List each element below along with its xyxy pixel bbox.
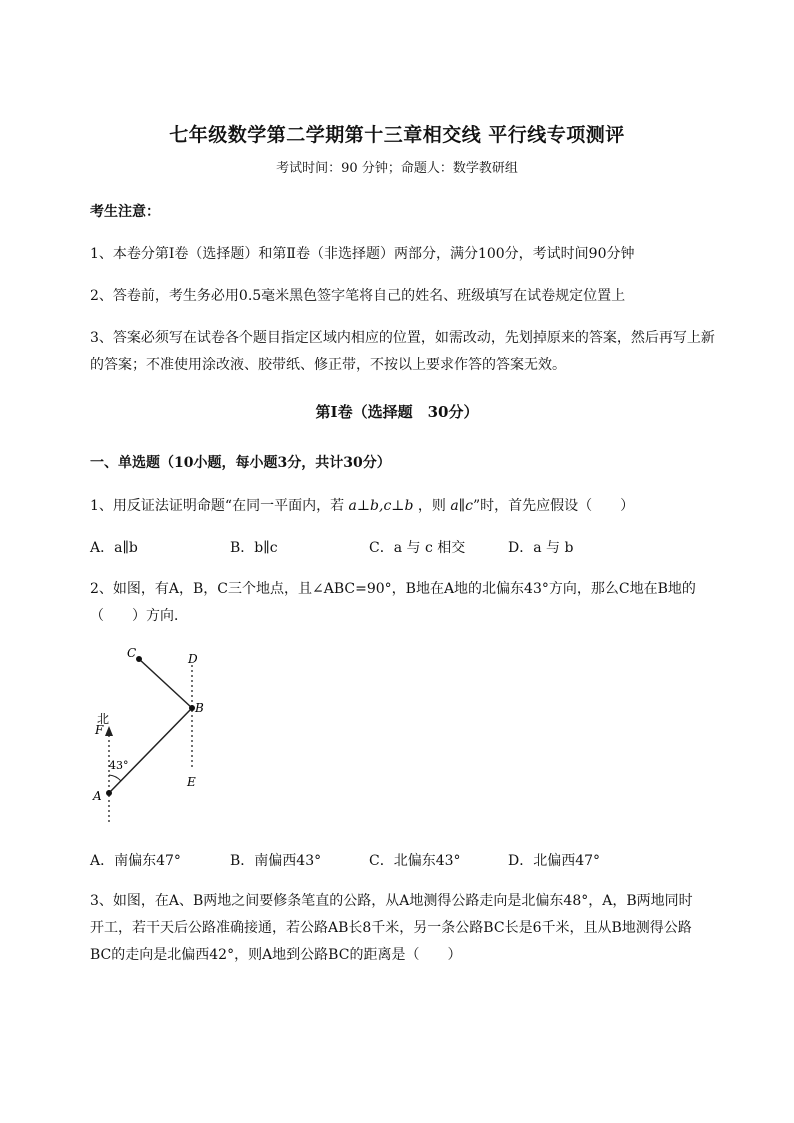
- q1-option-b[interactable]: B．b∥c: [230, 540, 278, 556]
- q1-math2: a∥c: [450, 498, 473, 514]
- notice-item-3: 3、答案必须写在试卷各个题目指定区域内相应的位置，如需改动，先划掉原来的答案，然后再写上新: [90, 330, 715, 346]
- q2-option-d[interactable]: D．北偏西47°: [508, 853, 601, 869]
- point-a: [106, 790, 112, 796]
- part-heading: 一、单选题（10小题，每小题3分，共计30分）: [90, 455, 391, 471]
- page-title: 七年级数学第二学期第十三章相交线 平行线专项测评: [169, 124, 625, 146]
- section-title: 第Ⅰ卷（选择题 30分）: [315, 403, 479, 421]
- label-b: B: [195, 701, 204, 715]
- q1-option-d[interactable]: D．a 与 b: [508, 540, 574, 556]
- label-e: E: [187, 775, 196, 789]
- q1-option-c[interactable]: C．a 与 c 相交: [369, 540, 466, 556]
- notice-heading: 考生注意：: [90, 204, 160, 220]
- label-angle: 43°: [109, 759, 129, 772]
- q1-option-a[interactable]: A．a∥b: [90, 540, 138, 556]
- q2-option-c[interactable]: C．北偏东43°: [369, 853, 461, 869]
- label-c: C: [127, 646, 137, 660]
- exam-info: 考试时间：90 分钟；命题人：数学教研组: [276, 161, 518, 176]
- question-2-line-2: （ ）方向．: [90, 608, 188, 624]
- label-north: 北: [97, 712, 110, 726]
- point-c: [136, 656, 142, 662]
- angle-arc: [109, 775, 121, 781]
- notice-item-3-cont: 的答案；不准使用涂改液、胶带纸、修正带，不按以上要求作答的答案无效。: [90, 357, 566, 373]
- north-arrow-icon: [105, 726, 113, 736]
- q2-figure: [85, 640, 225, 825]
- q2-option-b[interactable]: B．南偏西43°: [230, 853, 322, 869]
- q1-math: a⊥b,c⊥b: [348, 498, 414, 514]
- question-3-line-1: 3、如图，在A、B两地之间要修条笔直的公路，从A地测得公路走向是北偏东48°，A，B两地同时: [90, 893, 693, 909]
- question-3-line-2: 开工，若干天后公路准确接通，若公路AB长8千米，另一条公路BC长是6千米，且从B地测得公路: [90, 920, 692, 936]
- question-2-line-1: 2、如图，有A，B，C三个地点，且∠ABC=90°，B地在A地的北偏东43°方向，那么C地在B地的: [90, 581, 696, 597]
- notice-item-1: 1、本卷分第Ⅰ卷（选择题）和第Ⅱ卷（非选择题）两部分，满分100分，考试时间90分钟: [90, 246, 635, 262]
- label-f: F: [95, 723, 104, 737]
- label-a: A: [93, 789, 102, 803]
- segment-ab: [109, 708, 192, 793]
- q1-text-c: ”时，首先应假设（ ）: [472, 498, 635, 514]
- q1-text-a: 1、用反证法证明命题“在同一平面内，若: [90, 498, 349, 514]
- q1-text-b: ，则: [413, 498, 451, 514]
- q2-option-a[interactable]: A．南偏东47°: [90, 853, 181, 869]
- segment-cb: [139, 659, 192, 708]
- label-d: D: [188, 652, 198, 666]
- question-1: [90, 495, 634, 515]
- notice-item-2: 2、答卷前，考生务必用0.5毫米黑色签字笔将自己的姓名、班级填写在试卷规定位置上: [90, 288, 626, 304]
- question-3-line-3: BC的走向是北偏西42°，则A地到公路BC的距离是（ ）: [90, 947, 462, 963]
